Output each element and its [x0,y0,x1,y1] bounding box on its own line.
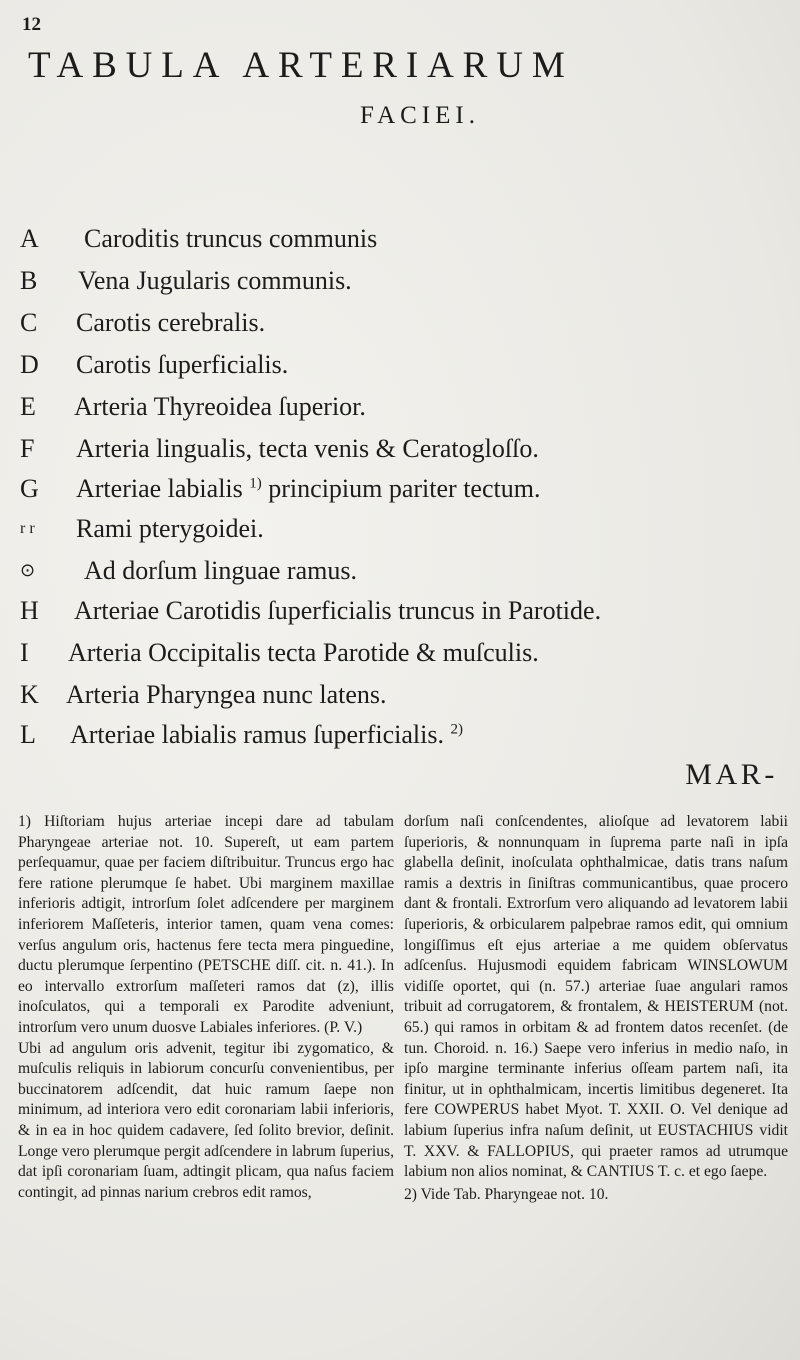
legend-text: Vena Jugularis communis. [78,266,352,295]
legend-item [0,434,780,470]
legend-item [0,596,780,632]
legend-key: G [20,474,39,503]
footnote-paragraph: 1) Hiſtoriam hujus arteriae incepi dare ad tabulam Pharyngeae arteriae not. 10. Supereſt, ut eam partem perſequamur, quae per faciem diſtribuitur. Truncus ergo hac fere ratione plerumque ſe habet. Ubi marginem maxillae inferioris adtigit, introrſum ſolet adſcendere per marginem inferiorem Maſſeteris, interior tamen, quam vena comes: verſus angulum oris, hactenus fere tecta mera pinguedine, ductu plerumque ſerpentino (PETSCHE diſſ. cit. n. 41.). In eo intervallo extrorſum maſſeteri ramos dat (z), illis inoſculatos, qui a temporali ex Parodite adveniunt, introrſum vero unum duosve Labiales inferiores. (P. V.) [18,813,394,1036]
legend-text: Arteriae labialis [76,474,243,503]
legend-text-group [70,720,463,750]
legend-text: Arteria Pharyngea nunc latens. [66,680,387,709]
legend-key: E [20,392,36,421]
legend-text-continued: principium pariter tectum. [268,474,541,503]
footnotes-right-column [404,812,788,1205]
legend-item [0,680,780,716]
footnotes-left-column [18,812,394,1203]
legend-text: Caroditis truncus communis [84,224,378,253]
legend-text-group [76,474,540,504]
footnote-marker: 2) [450,721,463,738]
legend-text: Rami pterygoidei. [76,514,264,543]
legend-item [0,556,780,592]
legend-item [0,638,780,674]
footnote-paragraph: 2) Vide Tab. Pharyngeae not. 10. [404,1185,609,1203]
legend-key: C [20,308,38,337]
catchword: MAR- [685,758,778,791]
legend-text: Arteria Occipitalis tecta Parotide & muſculis. [68,638,539,667]
legend-item [0,224,780,260]
legend-text: Arteria Thyreoidea ſuperior. [74,392,366,421]
legend-key: D [20,350,39,379]
legend-item [0,474,780,510]
legend-text: Arteriae Carotidis ſuperficialis truncus in Parotide. [74,596,602,625]
legend-key: F [20,434,35,463]
legend-key: A [20,224,39,253]
legend-text: Arteria lingualis, tecta venis & Ceratogloſſo. [76,434,539,463]
legend-key: L [20,720,36,749]
footnote-paragraph: Ubi ad angulum oris advenit, tegitur ibi zygomatico, & muſculis reliquis in labiorum concurſu convenientibus, per buccinatorem adſcendit, dat huic ramum ſaepe non minimum, ad interiora vero edit coronariam labii inferioris, & in ea in hoc quidem cadavere, ſed ſolito brevior, deſinit. Longe vero plerumque pergit adſcendere in labrum ſuperius, dat ipſi coronariam ſuam, adtingit plicam, qua naſus faciem contingit, ad pinnas narium crebros edit ramos, [18,1039,394,1201]
legend-text: Carotis cerebralis. [76,308,266,337]
legend-key: I [20,638,29,667]
footnote-marker: 1) [249,475,262,492]
legend-text: Ad dorſum linguae ramus. [84,556,357,585]
legend-key: B [20,266,38,295]
legend-item [0,720,780,756]
legend-key: H [20,596,39,625]
legend-key-symbol: ⊙ [20,560,36,580]
legend-key: r r [20,520,35,537]
page-number: 12 [22,14,41,35]
footnote-paragraph: dorſum naſi conſcendentes, alioſque ad levatorem labii ſuperioris, & nonnunquam in ſuprema parte naſi in ipſa glabella deſinit, inoſculata ophthalmicae, datis trans naſum ramis a dextris in ſiniſtras communicantibus, quae procero dant & frontali. Extrorſum vero aliquando ad levatorem labii ſuperioris, & orbicularem palpebrae ramos edit, qui omnium longiſſimus eſt ejus arteriae a me quidem obſervatus adſcenſus. Hujusmodi equidem fabricam WINSLOWUM vidiſſe oportet, qui (n. 57.) arteriae ſuae angulari ramos tribuit ad corrugatorem, & frontalem, & HEISTERUM (not. 65.) qui ramos in orbitam & ad frontem datos recenſet. (de tun. Choroid. n. 16.) Saepe vero inferius in medio naſo, in ipſo margine terminante inferius oſſeam partem naſi, ita finitur, ut in ophthalmicam, incertis limitibus degeneret. Ita fere COWPERUS habet Myot. T. XXII. O. Vel denique ad labium ſuperius infra naſum deſinit, ut EUSTACHIUS vidit T. XXV. & FALLOPIUS, qui praeter ramos ad utrumque labium non alios nominat, & CANTIUS T. c. et ego ſaepe. [404,813,788,1181]
legend-item [0,392,780,428]
legend-item [0,350,780,386]
legend-item [0,514,780,550]
legend-key: K [20,680,39,709]
legend-text: Arteriae labialis ramus ſuperficialis. [70,720,444,749]
legend-text: Carotis ſuperficialis. [76,350,289,379]
legend-item [0,308,780,344]
legend-item [0,266,780,302]
page-subtitle: FACIEI. [360,102,480,129]
page-title: TABULA ARTERIARUM [28,45,574,86]
